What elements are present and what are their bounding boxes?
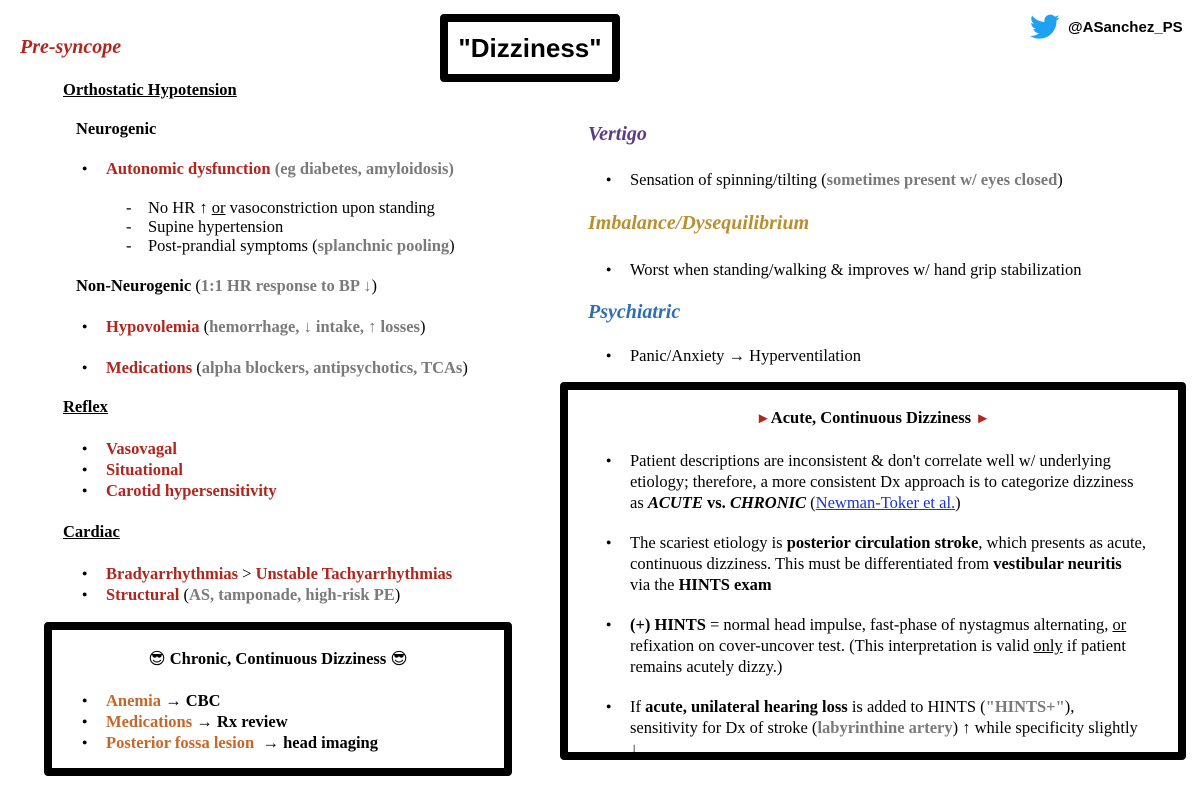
- red-flag-icon: ►: [975, 411, 991, 427]
- nonneurogenic-heading: Non-Neurogenic (1:1 HR response to BP ↓): [76, 276, 377, 295]
- cardiac-heading: Cardiac: [63, 522, 120, 541]
- list-item: - Supine hypertension: [126, 217, 546, 236]
- list-item: ● Autonomic dysfunction (eg diabetes, amyloidosis): [82, 158, 542, 179]
- list-item: ● Vasovagal: [82, 438, 502, 459]
- cardiac-list: [82, 563, 542, 605]
- list-item: ● Posterior fossa lesion → head imaging: [82, 732, 504, 753]
- list-item: ● Situational: [82, 459, 502, 480]
- list-item: ● Patient descriptions are inconsistent & don't correlate well w/ underlying etiology; therefore, a more consistent Dx approach is to categorize dizziness as ACUTE vs. CHRONIC (Newman-Toker et al.): [606, 450, 1146, 513]
- chronic-dizziness-box: [44, 622, 512, 776]
- list-item: - No HR ↑ or vasoconstriction upon standing: [126, 198, 546, 217]
- neurogenic-list: [82, 158, 542, 179]
- author-handle: [1030, 14, 1183, 40]
- nonneurogenic-list: [82, 316, 542, 378]
- list-item: ● Worst when standing/walking & improves w/ hand grip stabilization: [606, 259, 1186, 280]
- list-item: ● Carotid hypersensitivity: [82, 480, 502, 501]
- red-flag-icon: ►: [755, 411, 771, 427]
- list-item: ● Panic/Anxiety → Hyperventilation: [606, 345, 1186, 366]
- list-item: ● If acute, unilateral hearing loss is added to HINTS ("HINTS+"), sensitivity for Dx of stroke (labyrinthine artery) ↑ while specificity slightly ↓: [606, 696, 1146, 759]
- sunglasses-emoji-icon: 😎: [148, 649, 166, 668]
- neurogenic-heading: Neurogenic: [76, 119, 157, 138]
- list-item: ● Hypovolemia (hemorrhage, ↓ intake, ↑ losses): [82, 316, 542, 337]
- newman-toker-link[interactable]: Newman-Toker et al.: [815, 493, 956, 512]
- imbalance-list: [606, 259, 1186, 280]
- acute-box-title: ►Acute, Continuous Dizziness ►: [755, 408, 991, 427]
- list-item: ● Structural (AS, tamponade, high-risk PE): [82, 584, 542, 605]
- reflex-heading: Reflex: [63, 397, 108, 416]
- acute-list: [606, 450, 1146, 759]
- reflex-list: [82, 438, 502, 501]
- psychiatric-list: [606, 345, 1186, 366]
- list-item: - Post-prandial symptoms (splanchnic pooling): [126, 236, 546, 255]
- page-title: "Dizziness": [458, 32, 602, 63]
- presyncope-heading: Pre-syncope: [20, 36, 122, 58]
- psychiatric-heading: Psychiatric: [588, 301, 681, 323]
- list-item: ● (+) HINTS = normal head impulse, fast-phase of nystagmus alternating, or refixation on cover-uncover test. (This interpretation is valid only if patient remains acutely dizzy.): [606, 614, 1146, 677]
- title-box: [440, 14, 620, 82]
- vertigo-heading: Vertigo: [588, 123, 647, 145]
- list-item: ● Medications (alpha blockers, antipsychotics, TCAs): [82, 357, 542, 378]
- list-item: ● The scariest etiology is posterior circulation stroke, which presents as acute, continuous dizziness. This must be differentiated from vestibular neuritis via the HINTS exam: [606, 532, 1146, 595]
- acute-dizziness-box: [560, 382, 1186, 760]
- list-item: ● Sensation of spinning/tilting (sometimes present w/ eyes closed): [606, 169, 1186, 190]
- chronic-list: [82, 690, 504, 753]
- orthostatic-heading: Orthostatic Hypotension: [63, 80, 237, 99]
- list-item: ● Medications → Rx review: [82, 711, 504, 732]
- list-item: ● Bradyarrhythmias > Unstable Tachyarrhythmias: [82, 563, 542, 584]
- vertigo-list: [606, 169, 1186, 190]
- autonomic-sublist: [126, 198, 546, 255]
- list-item: ● Anemia → CBC: [82, 690, 504, 711]
- sunglasses-emoji-icon: 😎: [390, 649, 408, 668]
- twitter-bird-icon: [1030, 14, 1060, 40]
- handle-text: @ASanchez_PS: [1068, 18, 1183, 36]
- chronic-box-title: 😎 Chronic, Continuous Dizziness 😎: [148, 649, 408, 668]
- imbalance-heading: Imbalance/Dysequilibrium: [588, 212, 810, 234]
